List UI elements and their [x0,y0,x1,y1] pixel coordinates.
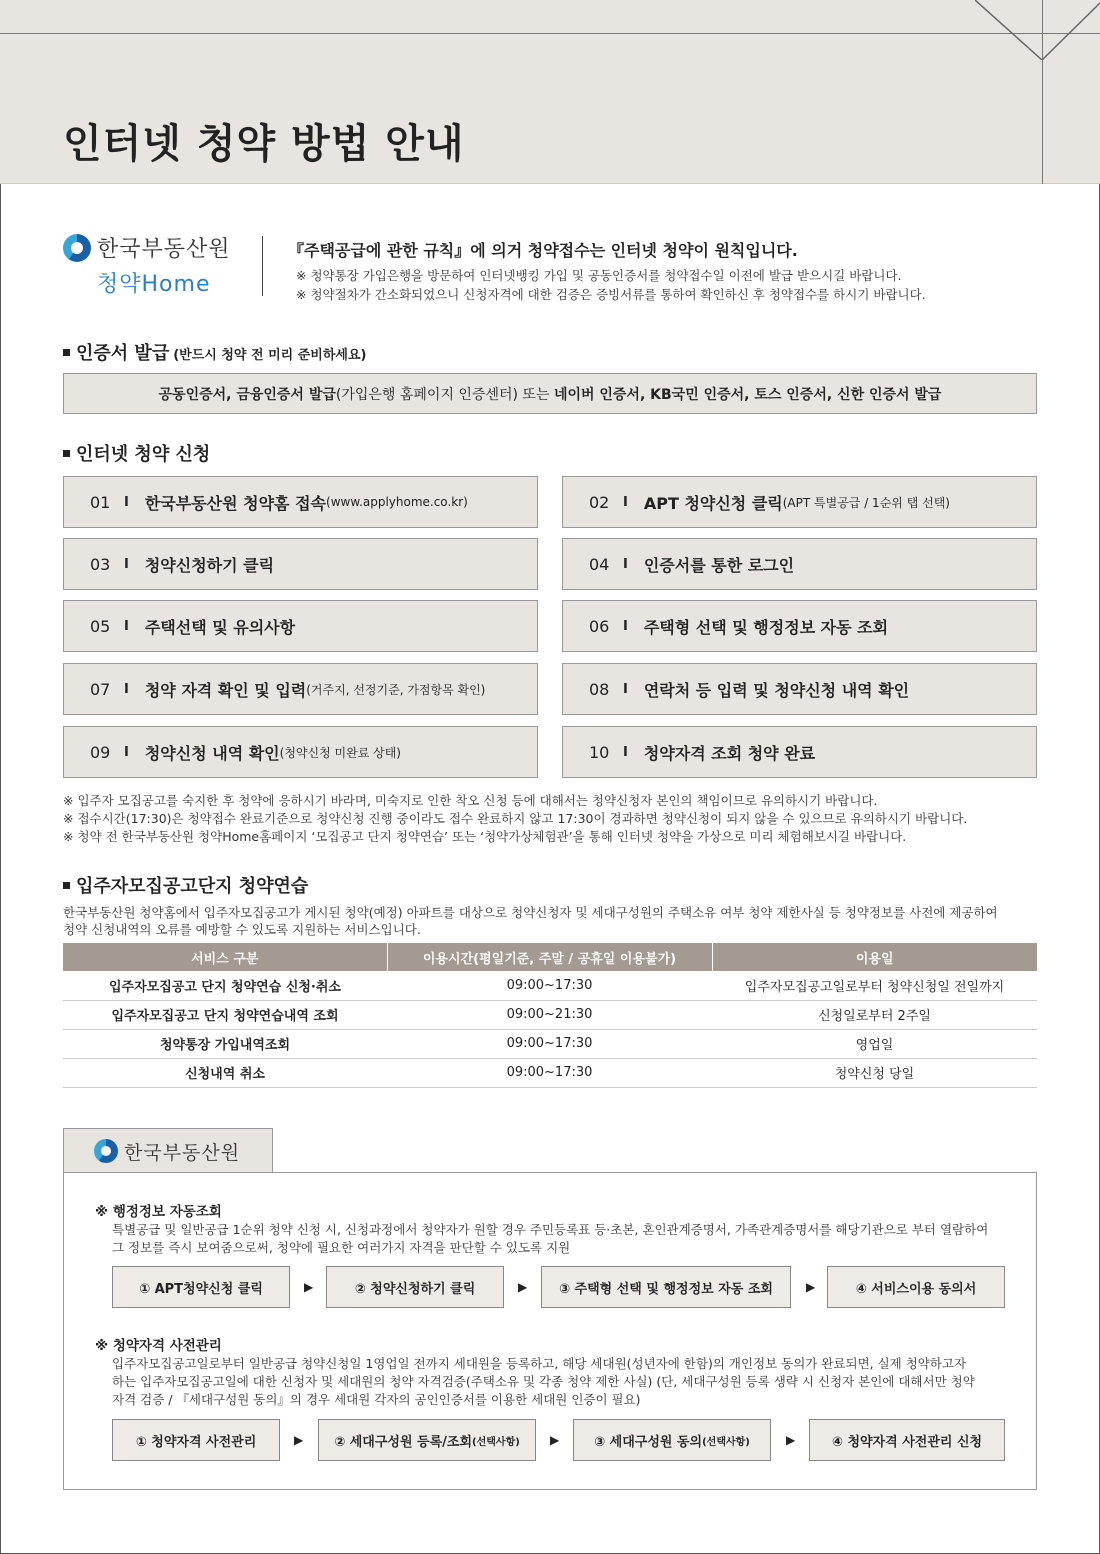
optional-tag: (선택사항) [702,1436,750,1448]
apply-step [562,726,1037,778]
pre-flow-label: ② 세대구성원 등록/조회 [334,1434,473,1450]
arrow-right-icon: ▶ [786,1433,796,1447]
pre-desc-line: 하는 입주자모집공고일에 대한 신청자 및 세대원의 청약 자격검증(주택소유 및 각종 청약 제한 사실) (단, 세대구성원 등록 생략 시 신청자 본인에 대해서만 청약 [112,1374,975,1389]
step-number: 03 [90,554,111,574]
cert-heading-text: 인증서 발급 [76,343,170,364]
column-header: 이용일 [712,943,1037,971]
admin-desc-line: 특별공급 및 일반공급 1순위 청약 신청 시, 신청과정에서 청약자가 원할 경우 주민등록표 등·초본, 혼인관계증명서, 가족관계증명서를 해당기관으로 부터 열람하여 [112,1222,989,1237]
pre-desc-line: 자격 검증 / 『세대구성원 동의』의 경우 세대원 각자의 공인인증서를 이용한 세대원 인증이 필요) [112,1392,641,1407]
step-sub: (거주지, 선정기준, 가점항목 확인) [306,682,486,697]
pre-desc [112,1355,1012,1409]
pre-desc-line: 입주자모집공고일로부터 일반공급 청약신청일 1영업일 전까지 세대원을 등록하고, 해당 세대원(성년자에 한함)의 개인정보 동의가 완료되면, 실제 청약하고자 [112,1356,967,1371]
cert-text-bold: 네이버 인증서, KB국민 인증서, 토스 인증서, 신한 인증서 발급 [553,386,942,403]
step-number: 09 [90,742,111,762]
admin-flow-step: ④ 서비스이용 동의서 [827,1266,1005,1308]
apply-step [63,538,538,590]
apply-step [63,476,538,528]
cert-text: (가입은행 홈페이지 인증센터) 또는 [335,386,554,403]
step-label: 인증서를 통한 로그인 [643,555,795,575]
table-cell: 09:00~17:30 [387,1029,712,1058]
admin-flow-step: ③ 주택형 선택 및 행정정보 자동 조회 [541,1266,791,1308]
table-cell: 입주자모집공고 단지 청약연습 신청·취소 [63,971,387,1000]
intro-note: ※ 청약절차가 간소화되었으니 신청자격에 대한 검증은 증빙서류를 통하여 확인하신 후 청약접수를 하시기 바랍니다. [296,287,926,302]
service-table [63,943,1037,1088]
table-row [63,1058,1037,1087]
step-number: 08 [589,679,610,699]
practice-heading [63,872,308,898]
apply-note: ※ 청약 전 한국부동산원 청약Home홈페이지 ‘모집공고 단지 청약연습’ 또는 ‘청약가상체험관’을 통해 인터넷 청약을 가상으로 미리 체험해보시길 바랍니다. [63,829,907,844]
step-divider: I [124,744,129,760]
cert-heading [63,339,366,365]
step-divider: I [124,556,129,572]
table-row [63,971,1037,1000]
step-label: 주택형 선택 및 행정정보 자동 조회 [643,617,889,637]
table-cell: 영업일 [712,1029,1037,1058]
apply-step [562,476,1037,528]
apply-step [562,538,1037,590]
step-divider: I [623,744,628,760]
column-header: 이용시간(평일기준, 주말 / 공휴일 이용불가) [387,943,712,971]
step-label: 연락처 등 입력 및 청약신청 내역 확인 [643,680,910,700]
intro-divider [262,236,263,296]
intro-headline: 『주택공급에 관한 규칙』에 의거 청약접수는 인터넷 청약이 원칙입니다. [288,241,798,260]
table-cell: 입주자모집공고일로부터 청약신청일 전일까지 [712,971,1037,1000]
table-row [63,1000,1037,1029]
step-label: 청약자격 조회 청약 완료 [643,743,816,763]
step-label: 청약신청 내역 확인 [144,743,280,763]
apply-heading-text: 인터넷 청약 신청 [76,444,211,465]
admin-heading: ※ 행정정보 자동조회 [95,1204,222,1220]
table-cell: 입주자모집공고 단지 청약연습내역 조회 [63,1000,387,1029]
header-rule [0,33,1100,34]
practice-desc-line: 청약 신청내역의 오류를 예방할 수 있도록 지원하는 서비스입니다. [63,922,421,937]
apply-step [562,663,1037,715]
cert-text-bold: 공동인증서, 금융인증서 발급 [158,386,336,403]
cert-heading-sub: (반드시 청약 전 미리 준비하세요) [173,348,367,363]
step-label: 청약 자격 확인 및 입력 [144,680,307,700]
corner-decoration-icon [975,0,1100,60]
table-cell: 09:00~17:30 [387,1058,712,1087]
step-number: 05 [90,616,111,636]
table-cell: 청약신청 당일 [712,1058,1037,1087]
table-header-row [63,943,1037,971]
table-row [63,1029,1037,1058]
arrow-right-icon: ▶ [518,1280,528,1294]
table-cell: 신청일로부터 2주일 [712,1000,1037,1029]
bullet-square-icon [63,349,70,356]
apply-note: ※ 접수시간(17:30)은 청약접수 완료기준으로 청약신청 진행 중이라도 접수 완료하지 않고 17:30이 경과하면 청약신청이 되지 않을 수 있으므로 유의하시기 바랍니다. [63,811,968,826]
admin-flow-step: ① APT청약신청 클릭 [112,1266,290,1308]
pre-flow-label: ③ 세대구성원 동의 [594,1434,703,1450]
reb-logo-text: 한국부동산원 [97,237,231,262]
pre-flow-step: ① 청약자격 사전관리 [112,1419,280,1461]
arrow-right-icon: ▶ [550,1433,560,1447]
practice-desc-line: 한국부동산원 청약홈에서 입주자모집공고가 게시된 청약(예정) 아파트를 대상으로 청약신청자 및 세대구성원의 주택소유 여부 청약 제한사실 등 청약정보를 사전에 제공하여 [63,905,998,920]
apply-step [63,663,538,715]
admin-desc-line: 그 정보를 즉시 보여줌으로써, 청약에 필요한 여러가지 자격을 판단할 수 있도록 지원 [112,1240,571,1255]
optional-tag: (선택사항) [472,1436,520,1448]
arrow-right-icon: ▶ [304,1280,314,1294]
applyhome-logo-text: 청약Home [97,272,211,297]
admin-flow-step: ② 청약신청하기 클릭 [326,1266,504,1308]
step-divider: I [124,681,129,697]
reb-logo-icon [63,234,91,262]
step-number: 10 [589,742,610,762]
step-label: 주택선택 및 유의사항 [144,617,296,637]
practice-desc [63,904,1043,938]
apply-step [63,600,538,652]
step-label: 청약신청하기 클릭 [144,555,275,575]
apply-step [562,600,1037,652]
step-divider: I [623,556,628,572]
apply-heading [63,440,210,466]
practice-heading-text: 입주자모집공고단지 청약연습 [76,876,309,897]
step-divider: I [124,494,129,510]
arrow-right-icon: ▶ [294,1433,304,1447]
apply-step [63,726,538,778]
page-header [0,0,1100,184]
reb-logo [63,232,243,298]
reb-tab [63,1128,273,1173]
step-sub: (APT 특별공급 / 1순위 탭 선택) [782,495,950,510]
step-number: 06 [589,616,610,636]
bullet-square-icon [63,882,70,889]
table-cell: 09:00~17:30 [387,971,712,1000]
intro-note: ※ 청약통장 가입은행을 방문하여 인터넷뱅킹 가입 및 공동인증서를 청약접수일 이전에 발급 받으시길 바랍니다. [296,268,902,283]
bullet-square-icon [63,450,70,457]
cert-box [63,373,1037,414]
step-number: 02 [589,492,610,512]
table-cell: 청약통장 가입내역조회 [63,1029,387,1058]
arrow-right-icon: ▶ [806,1280,816,1294]
step-sub: (www.applyhome.co.kr) [326,495,468,509]
step-number: 07 [90,679,111,699]
step-number: 04 [589,554,610,574]
step-divider: I [124,618,129,634]
step-label: APT 청약신청 클릭 [643,493,783,513]
table-cell: 09:00~21:30 [387,1000,712,1029]
step-divider: I [623,618,628,634]
column-header: 서비스 구분 [63,943,387,971]
step-divider: I [623,681,628,697]
reb-logo-text: 한국부동산원 [124,1141,241,1164]
table-cell: 신청내역 취소 [63,1058,387,1087]
pre-flow-step [573,1419,771,1461]
pre-heading: ※ 청약자격 사전관리 [95,1338,222,1354]
pre-flow-step [318,1419,536,1461]
step-sub: (청약신청 미완료 상태) [279,745,401,760]
step-number: 01 [90,492,111,512]
pre-flow-step: ④ 청약자격 사전관리 신청 [809,1419,1005,1461]
page-title: 인터넷 청약 방법 안내 [63,121,465,167]
reb-logo-icon [94,1139,118,1163]
apply-note: ※ 입주자 모집공고를 숙지한 후 청약에 응하시기 바라며, 미숙지로 인한 착오 신청 등에 대해서는 청약신청자 본인의 책임이므로 유의하시기 바랍니다. [63,793,878,808]
step-label: 한국부동산원 청약홈 접속 [144,493,327,513]
admin-desc [112,1221,1012,1257]
step-divider: I [623,494,628,510]
